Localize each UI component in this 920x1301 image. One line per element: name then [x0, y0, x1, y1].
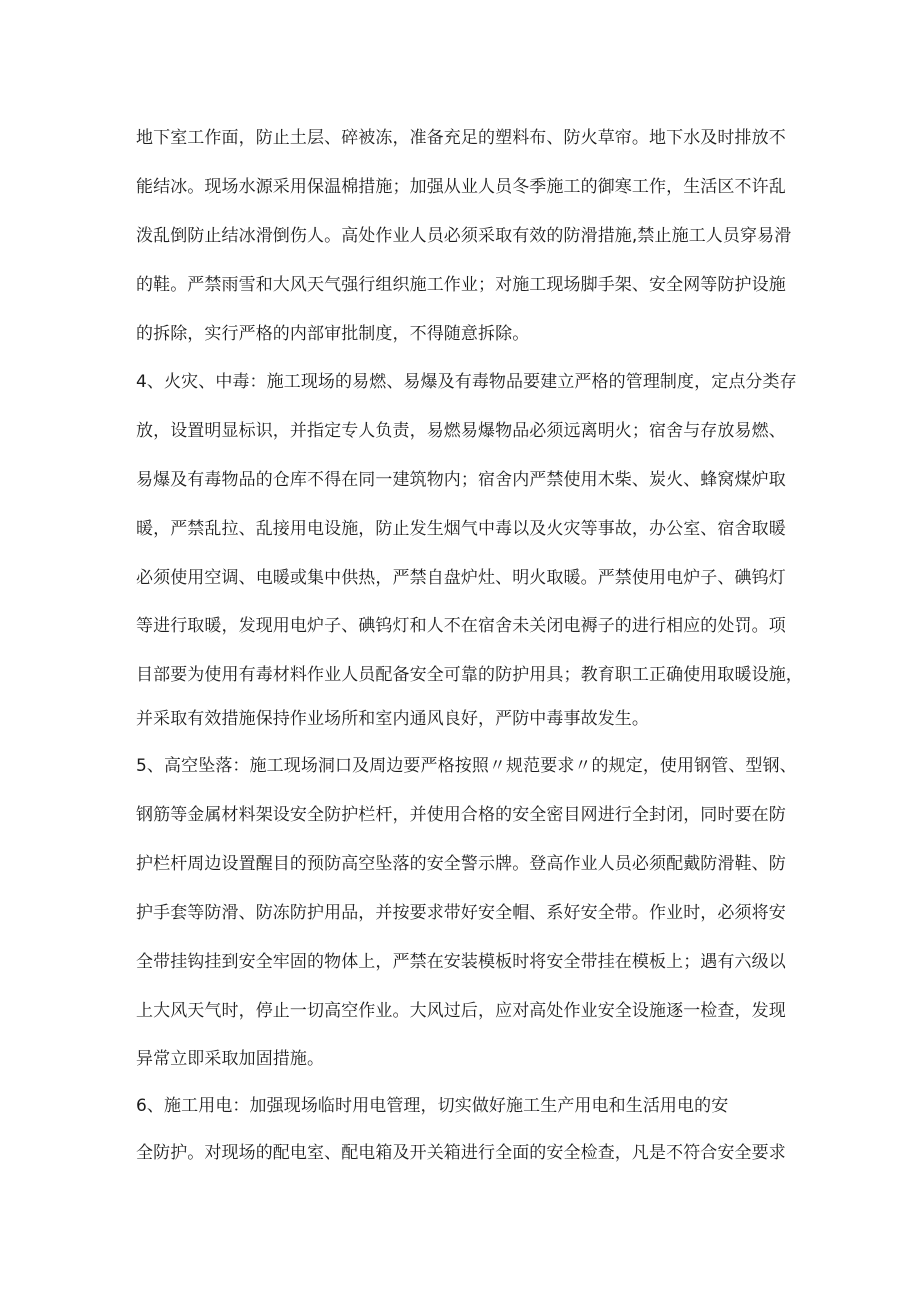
text-line: 6、施工用电：加强现场临时用电管理，切实做好施工生产用电和生活用电的安 [136, 1096, 729, 1116]
text-line: 并采取有效措施保持作业场所和室内通风良好，严防中毒事故发生。 [136, 709, 649, 729]
text-line: 全带挂钩挂到安全牢固的物体上，严禁在安装模板时将安全带挂在模板上；遇有六级以 [136, 952, 786, 972]
text-line: 目部要为使用有毒材料作业人员配备安全可靠的防护用具；教育职工正确使用取暖设施， [136, 665, 803, 685]
text-line: 5、高空坠落：施工现场洞口及周边要严格按照〃规范要求〃的规定，使用钢管、型钢、 [136, 756, 797, 776]
text-line: 必须使用空调、电暖或集中供热，严禁自盘炉灶、明火取暖。严禁使用电炉子、碘钨灯 [136, 568, 786, 588]
text-line: 异常立即采取加固措施。 [136, 1049, 325, 1069]
text-line: 等进行取暖，发现用电炉子、碘钨灯和人不在宿舍未关闭电褥子的进行相应的处罚。项 [136, 616, 786, 636]
text-line: 的鞋。严禁雨雪和大风天气强行组织施工作业；对施工现场脚手架、安全网等防护设施 [136, 275, 786, 295]
text-line: 全防护。对现场的配电室、配电箱及开关箱进行全面的安全检查，凡是不符合安全要求 [136, 1143, 786, 1163]
text-line: 4、火灾、中毒：施工现场的易燃、易爆及有毒物品要建立严格的管理制度，定点分类存 [136, 372, 797, 392]
text-line: 能结冰。现场水源采用保温棉措施；加强从业人员冬季施工的御寒工作，生活区不许乱 [136, 177, 786, 197]
text-line: 护栏杆周边设置醒目的预防高空坠落的安全警示牌。登高作业人员必须配戴防滑鞋、防 [136, 854, 786, 874]
text-line: 上大风天气时，停止一切高空作业。大风过后，应对高处作业安全设施逐一检查，发现 [136, 1001, 786, 1021]
text-line: 地下室工作面，防止土层、碎被冻，准备充足的塑料布、防火草帘。地下水及时排放不 [136, 128, 786, 148]
text-line: 放，设置明显标识，并指定专人负责，易燃易爆物品必须远离明火；宿舍与存放易燃、 [136, 421, 786, 441]
text-line: 暖，严禁乱拉、乱接用电设施，防止发生烟气中毒以及火灾等事故，办公室、宿舍取暖 [136, 519, 786, 539]
text-line: 钢筋等金属材料架设安全防护栏杆，并使用合格的安全密目网进行全封闭，同时要在防 [136, 805, 786, 825]
text-line: 的拆除，实行严格的内部审批制度，不得随意拆除。 [136, 324, 530, 344]
text-line: 护手套等防滑、防冻防护用品，并按要求带好安全帽、系好安全带。作业时，必须将安 [136, 903, 786, 923]
text-line: 泼乱倒防止结冰滑倒伤人。高处作业人员必须采取有效的防滑措施,禁止施工人员穿易滑 [136, 226, 792, 246]
text-line: 易爆及有毒物品的仓库不得在同一建筑物内；宿舍内严禁使用木柴、炭火、蜂窝煤炉取 [136, 470, 786, 490]
